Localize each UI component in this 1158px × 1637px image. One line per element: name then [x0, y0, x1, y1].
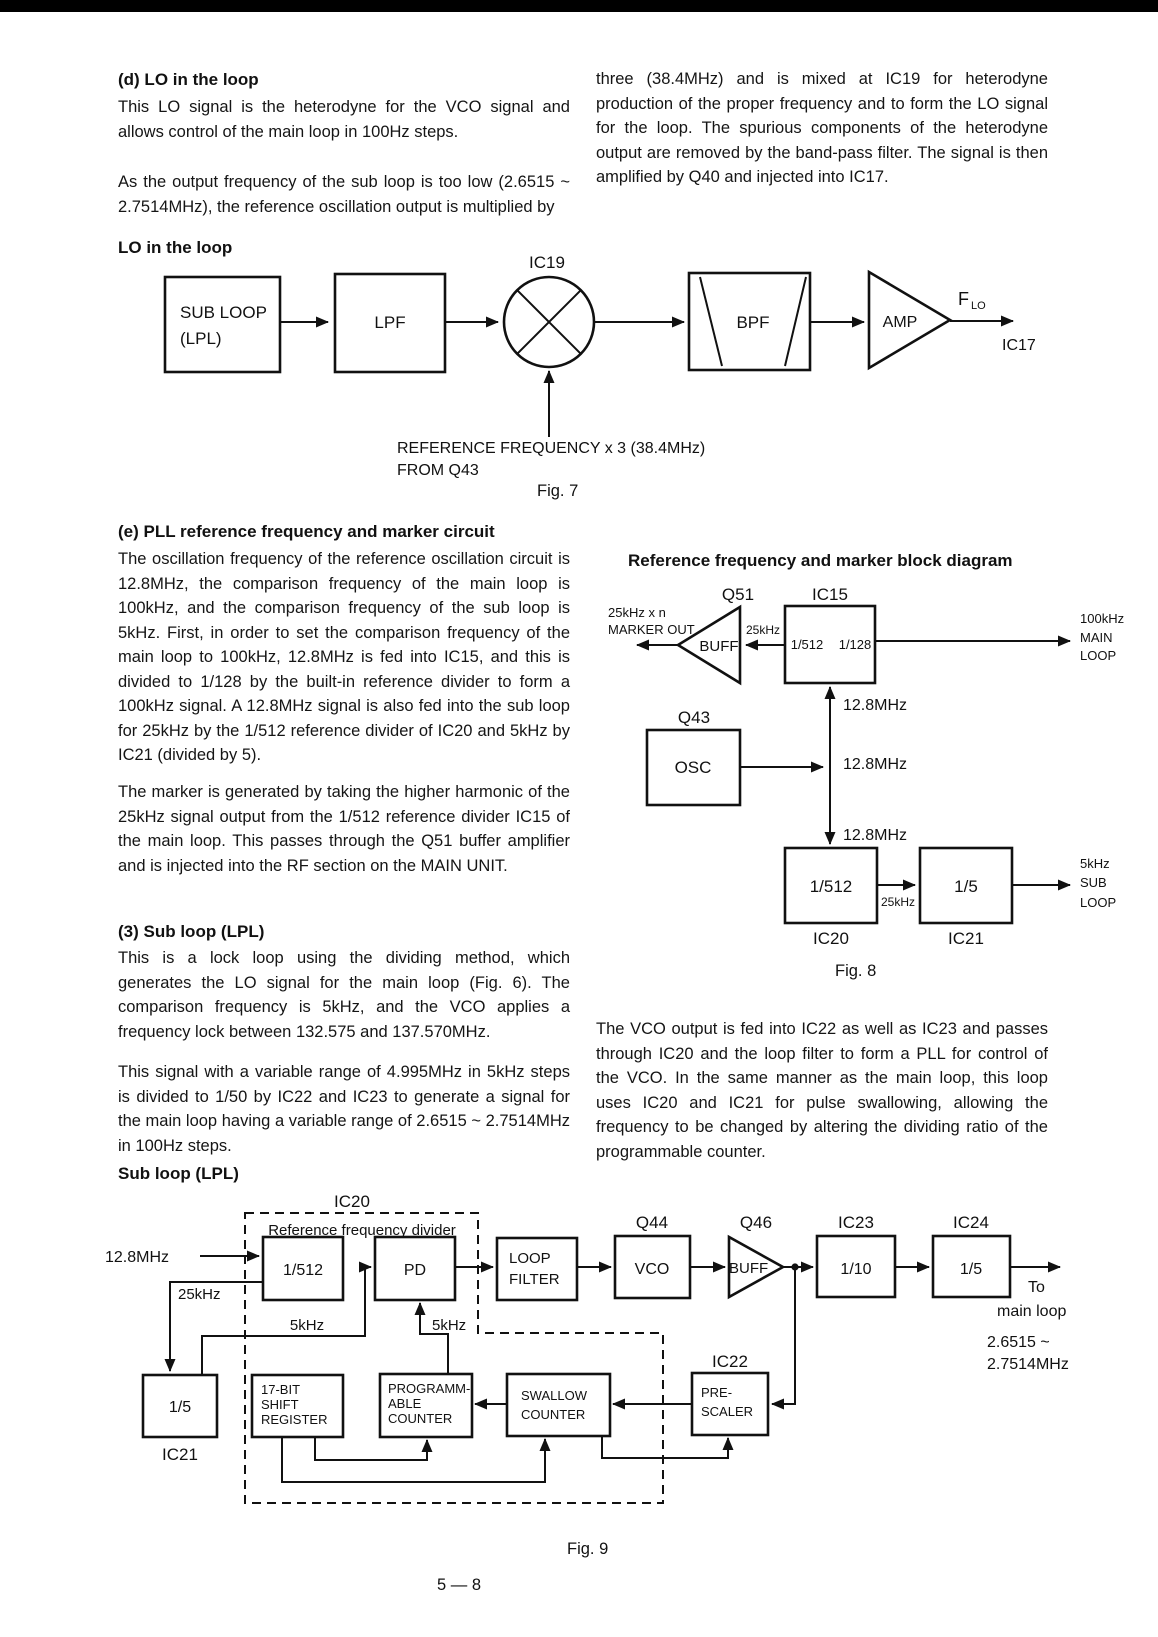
fig9-ic24-label: IC24 — [953, 1213, 989, 1232]
page-number: 5 — 8 — [437, 1576, 482, 1594]
fig7-lo-in-the-loop-diagram — [140, 245, 1050, 490]
fig9-prog-label-1: PROGRAMM- — [388, 1381, 471, 1396]
fig8-main-out-3: LOOP — [1080, 648, 1117, 663]
fig9-q44-label: Q44 — [635, 1213, 669, 1232]
fig7-reference-label-1: REFERENCE FREQUENCY x 3 (38.4MHz) — [397, 440, 706, 457]
fig7-sub-loop-label-2: (LPL) — [180, 329, 222, 348]
fig9-prescaler-label-1: PRE- — [701, 1385, 733, 1400]
fig9-loop-filter-label-1: LOOP — [509, 1250, 551, 1267]
fig8-128mhz-3: 12.8MHz — [843, 827, 908, 844]
fig7-reference-label-2: FROM Q43 — [397, 462, 479, 479]
fig9-swallow-counter-box — [507, 1374, 610, 1436]
scan-edge-top — [0, 0, 1158, 12]
fig8-ic21-div5: 1/5 — [954, 877, 978, 896]
fig8-ic20-label: IC20 — [813, 929, 849, 948]
section-d-heading: (d) LO in the loop — [118, 70, 259, 89]
fig7-heading: LO in the loop — [118, 238, 233, 257]
fig7-amp-label: AMP — [882, 314, 918, 331]
fig9-ic21-div-label: 1/5 — [168, 1399, 192, 1416]
fig9-ref-divider-label: Reference frequency divider — [268, 1222, 456, 1239]
fig8-128mhz-2: 12.8MHz — [843, 756, 908, 773]
fig7-sub-loop-box — [165, 277, 280, 372]
fig9-ic20-label: IC20 — [334, 1192, 370, 1211]
fig8-sub-out-1: 5kHz — [1080, 856, 1110, 871]
section-3-heading: (3) Sub loop (LPL) — [118, 922, 265, 941]
section-3-para2: This signal with a variable range of 4.995MHz in 5kHz steps is divided to 1/50 by IC22 and IC23 to generate a signal for the main loop having a variable range of 2.6515 ~ 2.7514MHz in 100Hz steps. — [118, 1063, 570, 1155]
section-d-para1: This LO signal is the heterodyne for the VCO signal and allows control of the main loop in 100Hz steps. — [118, 98, 570, 141]
fig9-to-label: To — [1028, 1279, 1045, 1296]
fig9-div512-label: 1/512 — [282, 1262, 324, 1279]
fig9-prescaler-label-2: SCALER — [701, 1404, 754, 1419]
fig8-marker-out-label-1: 25kHz x n — [608, 605, 666, 620]
fig9-div10-label: 1/10 — [840, 1261, 872, 1278]
fig7-ic17-label: IC17 — [1002, 337, 1036, 354]
section-e-para2: The marker is generated by taking the higher harmonic of the 25kHz signal output from the 1/512 reference divider IC15 of the main loop. This passes through the Q51 buffer amplifier and is injected into the RF section on the MAIN UNIT. — [118, 783, 570, 875]
fig9-prog-label-2: ABLE — [388, 1396, 422, 1411]
fig9-shift-label-2: SHIFT — [261, 1397, 299, 1412]
fig9-sub-loop-diagram — [100, 1185, 1100, 1525]
fig9-128mhz-label: 12.8MHz — [105, 1249, 170, 1266]
fig7-flo-label: F — [958, 289, 969, 309]
right-bottom-para: The VCO output is fed into IC22 as well as IC23 and passes through IC20 and the loop filter to form a PLL for control of the VCO. In the same manner as the main loop, this loop uses IC20 and IC21 for pulse swallowing, allowing the frequency to be changed by altering the dividing ratio of the programmable counter. — [596, 1020, 1048, 1161]
fig8-ic15-div512: 1/512 — [790, 637, 824, 652]
fig8-main-out-2: MAIN — [1080, 630, 1113, 645]
fig9-loop-filter-box — [497, 1238, 577, 1300]
fig7-lpf-label: LPF — [374, 313, 406, 332]
fig8-marker-out-label-2: MARKER OUT — [608, 622, 695, 637]
fig9-main-loop-label: main loop — [997, 1303, 1067, 1320]
section-e-para1: The oscillation frequency of the reference oscillation circuit is 12.8MHz, the comparison frequency of the main loop is 100kHz, and the comparison frequency of the sub loop is 5kHz. First, in order to set the comparison frequency of the main loop to 100kHz, 12.8MHz is fed into IC15, and this is divided to 1/128 by the built-in reference divider to form a 100kHz signal. A 12.8MHz signal is also fed into the sub loop for 25kHz by the 1/512 reference divider of IC20 and 5kHz by IC21 (divided by 5). — [118, 550, 570, 764]
fig9-vco-label: VCO — [634, 1261, 670, 1278]
section-3-para1: This is a lock loop using the dividing method, which generates the LO signal for the main loop (Fig. 6). The comparison frequency is 5kHz, and the VCO applies a frequency lock between 132.575 and 137.570MHz. — [118, 949, 570, 1041]
fig7-ic19-label: IC19 — [529, 253, 565, 272]
fig9-prog-label-3: COUNTER — [388, 1411, 453, 1426]
fig8-25khz-small-label: 25kHz — [745, 623, 781, 637]
fig7-caption: Fig. 7 — [537, 482, 579, 500]
fig9-swallow-label-1: SWALLOW — [521, 1388, 587, 1403]
fig8-25khz-between-label: 25kHz — [880, 895, 916, 909]
fig7-connectors — [280, 321, 1013, 437]
fig8-ic15-div128: 1/128 — [838, 637, 872, 652]
fig8-buff-label: BUFF — [699, 638, 739, 655]
fig9-25khz-label: 25kHz — [178, 1286, 221, 1303]
fig7-mixer-icon — [504, 277, 594, 367]
right-top-para: three (38.4MHz) and is mixed at IC19 for heterodyne production of the proper frequency and to form the LO signal for the loop. The spurious components of the heterodyne output are removed by the band-pass filter. The signal is then amplified by Q40 and injected into IC17. — [596, 70, 1048, 186]
fig9-5khz-left-label: 5kHz — [289, 1317, 325, 1334]
fig9-ic22-label: IC22 — [712, 1352, 748, 1371]
fig8-sub-out-3: LOOP — [1080, 895, 1117, 910]
fig7-sub-loop-label-1: SUB LOOP — [180, 303, 267, 322]
fig9-range-label-2: 2.7514MHz — [987, 1356, 1069, 1373]
fig9-pd-label: PD — [403, 1262, 427, 1279]
fig8-title: Reference frequency and marker block diagram — [628, 551, 1013, 570]
fig7-flo-sub: LO — [971, 300, 986, 312]
fig8-128mhz-1: 12.8MHz — [843, 697, 908, 714]
fig8-caption: Fig. 8 — [835, 962, 877, 980]
fig9-ic23-label: IC23 — [838, 1213, 874, 1232]
fig8-ic15-label: IC15 — [812, 585, 848, 604]
fig8-reference-marker-diagram — [595, 578, 1145, 968]
fig9-shift-label-1: 17-BIT — [261, 1382, 301, 1397]
fig8-q51-label: Q51 — [721, 585, 755, 604]
fig9-swallow-label-2: COUNTER — [521, 1407, 586, 1422]
fig9-heading: Sub loop (LPL) — [118, 1164, 239, 1183]
fig9-5khz-right-label: 5kHz — [432, 1317, 467, 1334]
fig9-ic21-label: IC21 — [162, 1445, 198, 1464]
fig8-sub-out-2: SUB — [1080, 875, 1107, 890]
fig9-q46-label: Q46 — [739, 1213, 773, 1232]
fig8-ic20-div512: 1/512 — [809, 877, 853, 896]
section-e-heading: (e) PLL reference frequency and marker circuit — [118, 522, 495, 541]
fig9-range-label-1: 2.6515 ~ — [987, 1334, 1050, 1351]
fig8-osc-label: OSC — [674, 758, 712, 777]
fig8-ic21-label: IC21 — [948, 929, 984, 948]
fig9-buff-label: BUFF — [729, 1260, 769, 1277]
fig9-shift-label-3: REGISTER — [261, 1412, 328, 1427]
fig9-div5-label: 1/5 — [959, 1261, 983, 1278]
fig9-caption: Fig. 9 — [567, 1540, 609, 1558]
fig9-loop-filter-label-2: FILTER — [509, 1271, 560, 1288]
fig8-q43-label: Q43 — [677, 708, 711, 727]
fig7-bpf-label: BPF — [736, 313, 770, 332]
fig8-main-out-1: 100kHz — [1080, 611, 1125, 626]
section-d-para2: As the output frequency of the sub loop is too low (2.6515 ~ 2.7514MHz), the reference oscillation output is multiplied by — [118, 173, 570, 216]
